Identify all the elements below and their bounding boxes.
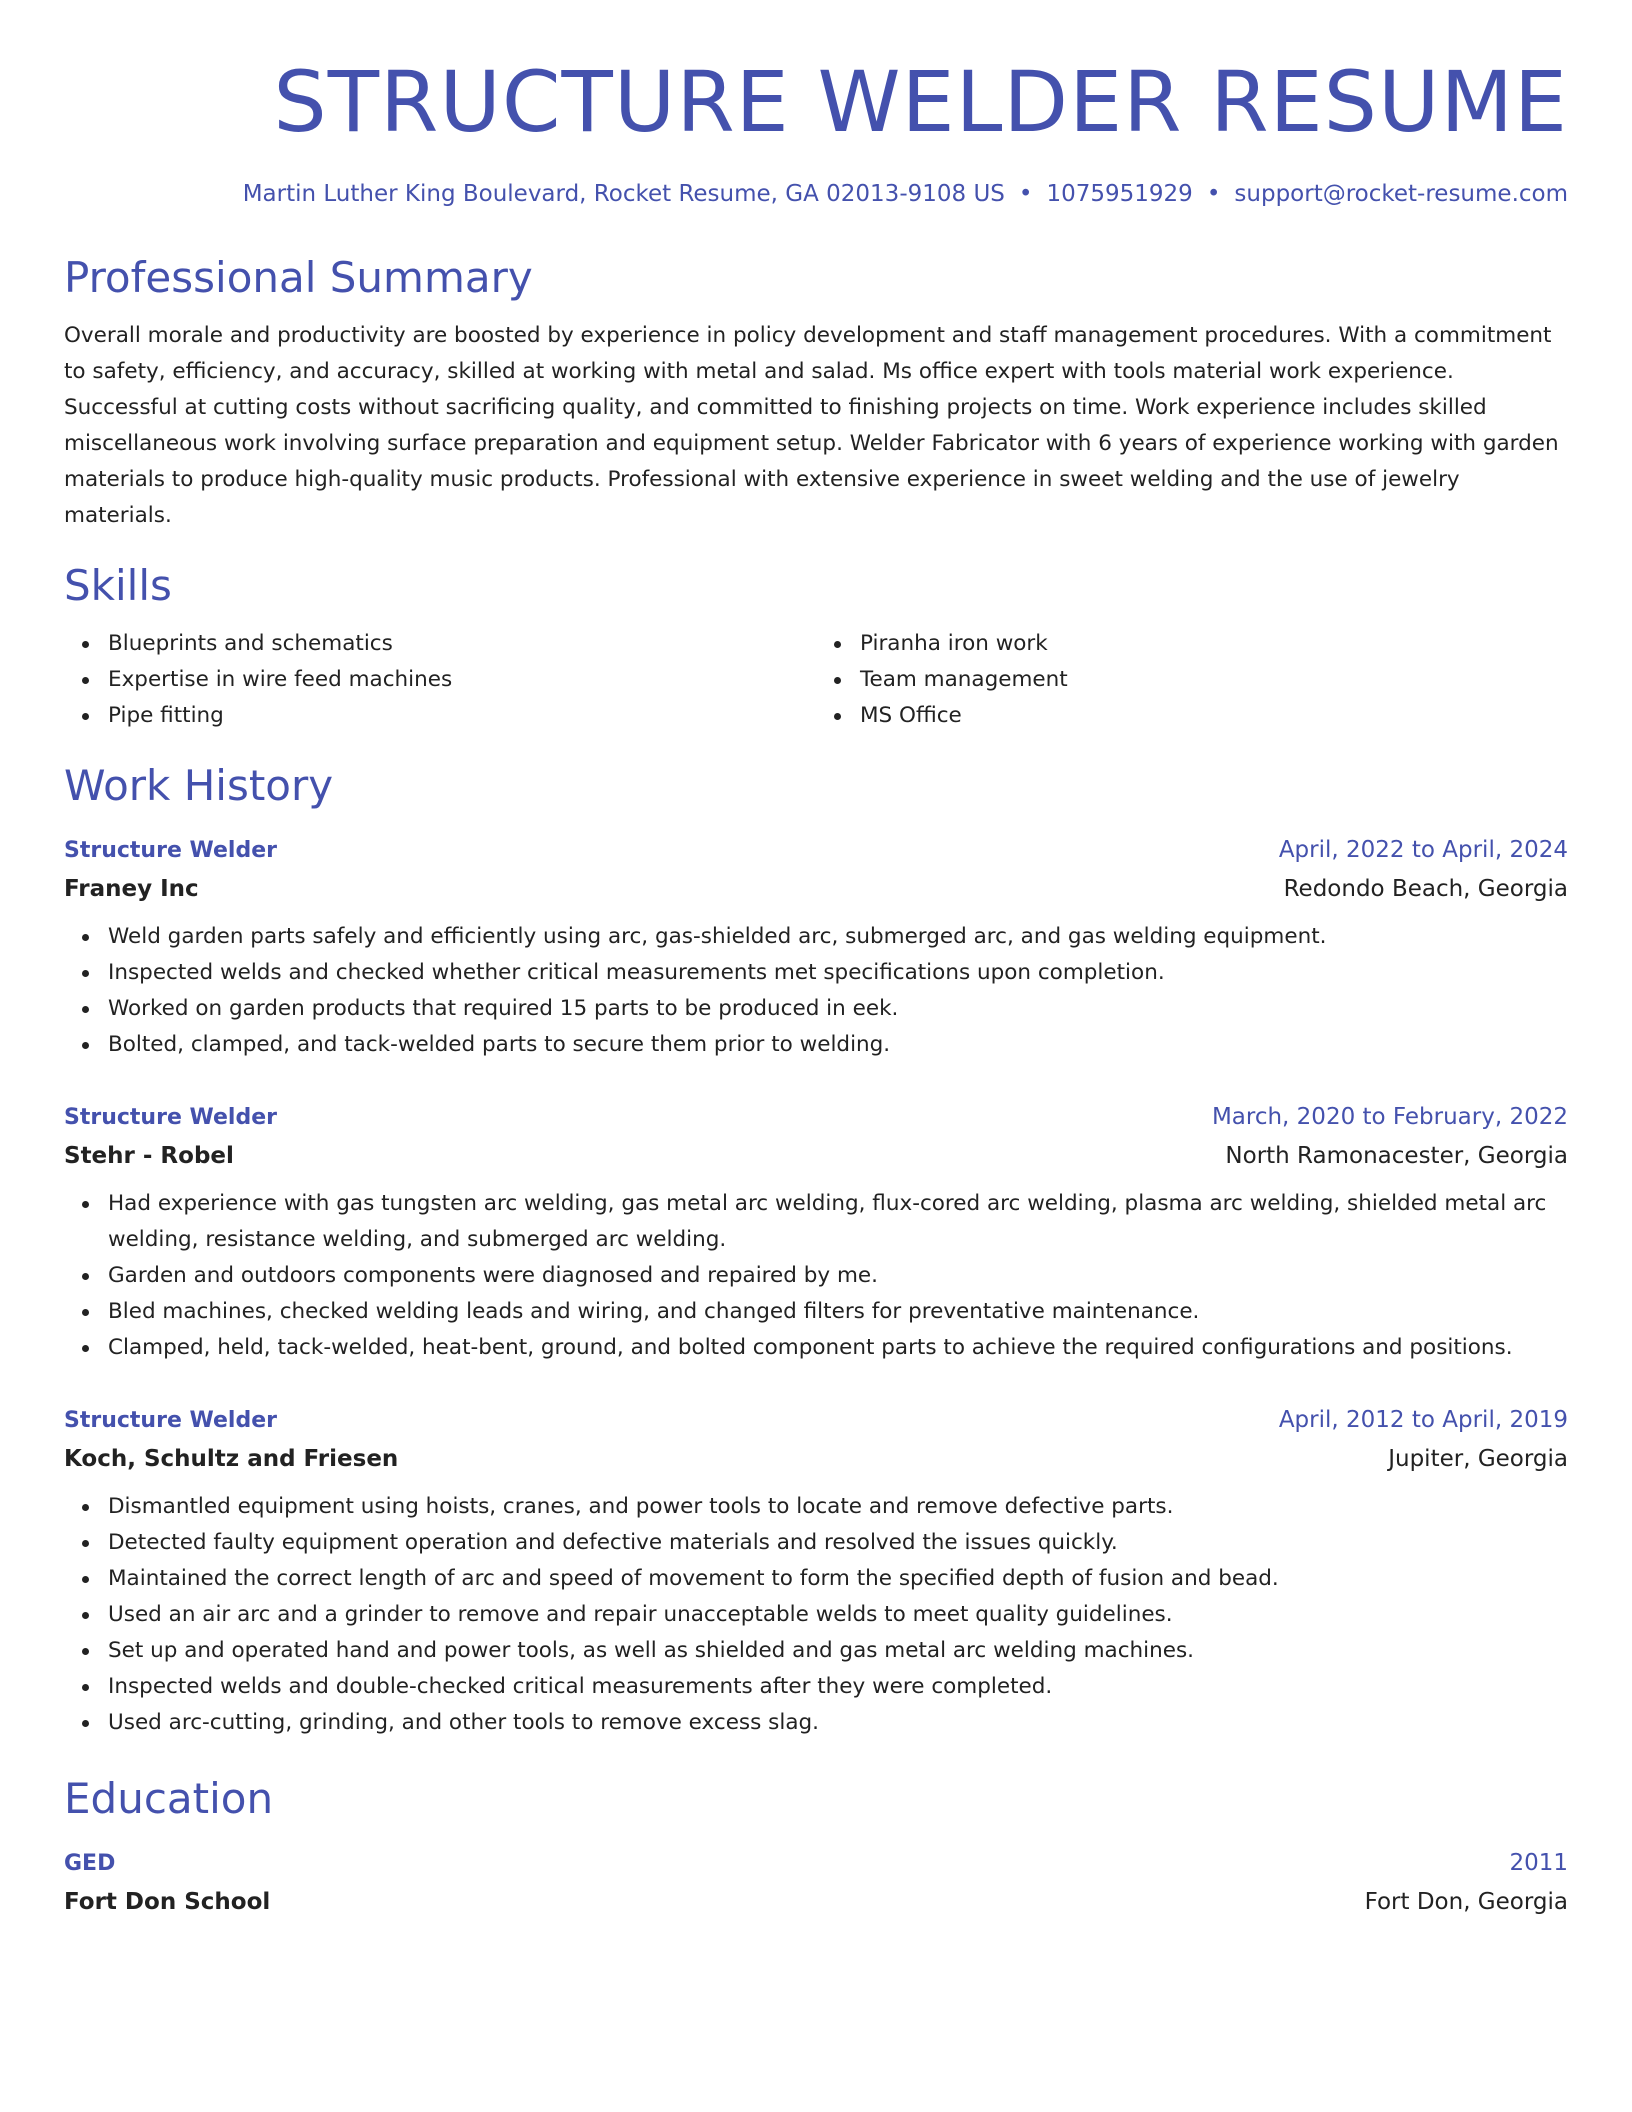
job-header	[64, 1402, 1568, 1439]
education-entry	[64, 1845, 1568, 1922]
job-duty-item: Clamped, held, tack-welded, heat-bent, ground, and bolted component parts to achieve the required configurations and positions.	[108, 1330, 1568, 1366]
contact-line	[64, 178, 1568, 210]
job-duty-item: Had experience with gas tungsten arc welding, gas metal arc welding, flux-cored arc welding, plasma arc welding, shielded metal arc welding, resistance welding, and submerged arc welding.	[108, 1186, 1568, 1258]
job-company: Stehr - Robel	[64, 1143, 234, 1169]
skill-item: Expertise in wire feed machines	[108, 662, 816, 698]
education-school-row	[64, 1882, 1568, 1922]
skill-item: Team management	[860, 662, 1568, 698]
skills-column-right	[816, 626, 1568, 734]
job-title: Structure Welder	[64, 1105, 277, 1130]
job-duty-item: Used an air arc and a grinder to remove and repair unacceptable welds to meet quality guidelines.	[108, 1597, 1568, 1633]
job-entry	[64, 1402, 1568, 1741]
job-title: Structure Welder	[64, 1408, 277, 1433]
job-duty-item: Inspected welds and checked whether critical measurements met specifications upon completion.	[108, 955, 1568, 991]
education-degree: GED	[64, 1851, 116, 1876]
summary-text: Overall morale and productivity are boosted by experience in policy development and staff management procedures. With a commitment to safety, efficiency, and accuracy, skilled at working with metal and salad. Ms office expert with tools material work experience. Successful at cutting costs without sacrificing quality, and committed to finishing projects on time. Work experience includes skilled miscellaneous work involving surface preparation and equipment setup. Welder Fabricator with 6 years of experience working with garden materials to produce high-quality music products. Professional with extensive experience in sweet welding and the use of jewelry materials.	[64, 323, 1559, 528]
job-duty-item: Set up and operated hand and power tools, as well as shielded and gas metal arc welding machines.	[108, 1633, 1568, 1669]
education-year: 2011	[1509, 1850, 1568, 1876]
job-duty-item: Worked on garden products that required 15 parts to be produced in eek.	[108, 991, 1568, 1027]
job-entry	[64, 1099, 1568, 1366]
job-title: Structure Welder	[64, 838, 277, 863]
job-location: Redondo Beach, Georgia	[1283, 876, 1568, 902]
skills-column-left	[64, 626, 816, 734]
job-duty-item: Bolted, clamped, and tack-welded parts to secure them prior to welding.	[108, 1027, 1568, 1063]
job-duty-item: Detected faulty equipment operation and defective materials and resolved the issues quickly.	[108, 1525, 1568, 1561]
contact-address: Martin Luther King Boulevard, Rocket Resume, GA 02013-9108 US	[242, 181, 1005, 207]
job-duty-item: Weld garden parts safely and efficiently using arc, gas-shielded arc, submerged arc, and gas welding equipment.	[108, 919, 1568, 955]
skill-item: Piranha iron work	[860, 626, 1568, 662]
job-company: Franey Inc	[64, 876, 199, 902]
job-duty-item: Inspected welds and double-checked critical measurements after they were completed.	[108, 1669, 1568, 1705]
education-location: Fort Don, Georgia	[1364, 1889, 1568, 1915]
section-title-work-history: Work History	[64, 761, 334, 810]
section-title-summary: Professional Summary	[64, 253, 533, 302]
job-duty-item: Maintained the correct length of arc and speed of movement to form the specified depth of fusion and bead.	[108, 1561, 1568, 1597]
section-title-education: Education	[64, 1774, 274, 1823]
job-duty-item: Garden and outdoors components were diagnosed and repaired by me.	[108, 1258, 1568, 1294]
section-title-skills: Skills	[64, 561, 172, 610]
resume-title: STRUCTURE WELDER RESUME	[273, 53, 1568, 151]
job-duty-item: Bled machines, checked welding leads and wiring, and changed filters for preventative maintenance.	[108, 1294, 1568, 1330]
contact-separator: •	[1018, 181, 1033, 207]
contact-phone: 1075951929	[1046, 181, 1193, 207]
skill-item: Blueprints and schematics	[108, 626, 816, 662]
job-entry	[64, 832, 1568, 1063]
skill-item: MS Office	[860, 698, 1568, 734]
job-duty-item: Used arc-cutting, grinding, and other tools to remove excess slag.	[108, 1705, 1568, 1741]
job-dates: March, 2020 to February, 2022	[1211, 1104, 1568, 1130]
education-school: Fort Don School	[64, 1889, 271, 1915]
skill-item: Pipe fitting	[108, 698, 816, 734]
job-duties	[64, 1186, 1568, 1366]
education-header	[64, 1845, 1568, 1882]
job-dates: April, 2012 to April, 2019	[1278, 1407, 1568, 1433]
skills-list	[64, 626, 1568, 734]
job-header	[64, 832, 1568, 869]
job-employer-row	[64, 869, 1568, 909]
job-company: Koch, Schultz and Friesen	[64, 1446, 399, 1472]
job-location: North Ramonacester, Georgia	[1225, 1143, 1568, 1169]
job-header	[64, 1099, 1568, 1136]
job-duties	[64, 919, 1568, 1063]
job-duty-item: Dismantled equipment using hoists, cranes, and power tools to locate and remove defective parts.	[108, 1489, 1568, 1525]
contact-email[interactable]: support@rocket-resume.com	[1234, 181, 1568, 207]
job-employer-row	[64, 1136, 1568, 1176]
job-dates: April, 2022 to April, 2024	[1278, 837, 1568, 863]
job-location: Jupiter, Georgia	[1388, 1446, 1568, 1472]
contact-separator: •	[1206, 181, 1221, 207]
job-employer-row	[64, 1439, 1568, 1479]
job-duties	[64, 1489, 1568, 1741]
